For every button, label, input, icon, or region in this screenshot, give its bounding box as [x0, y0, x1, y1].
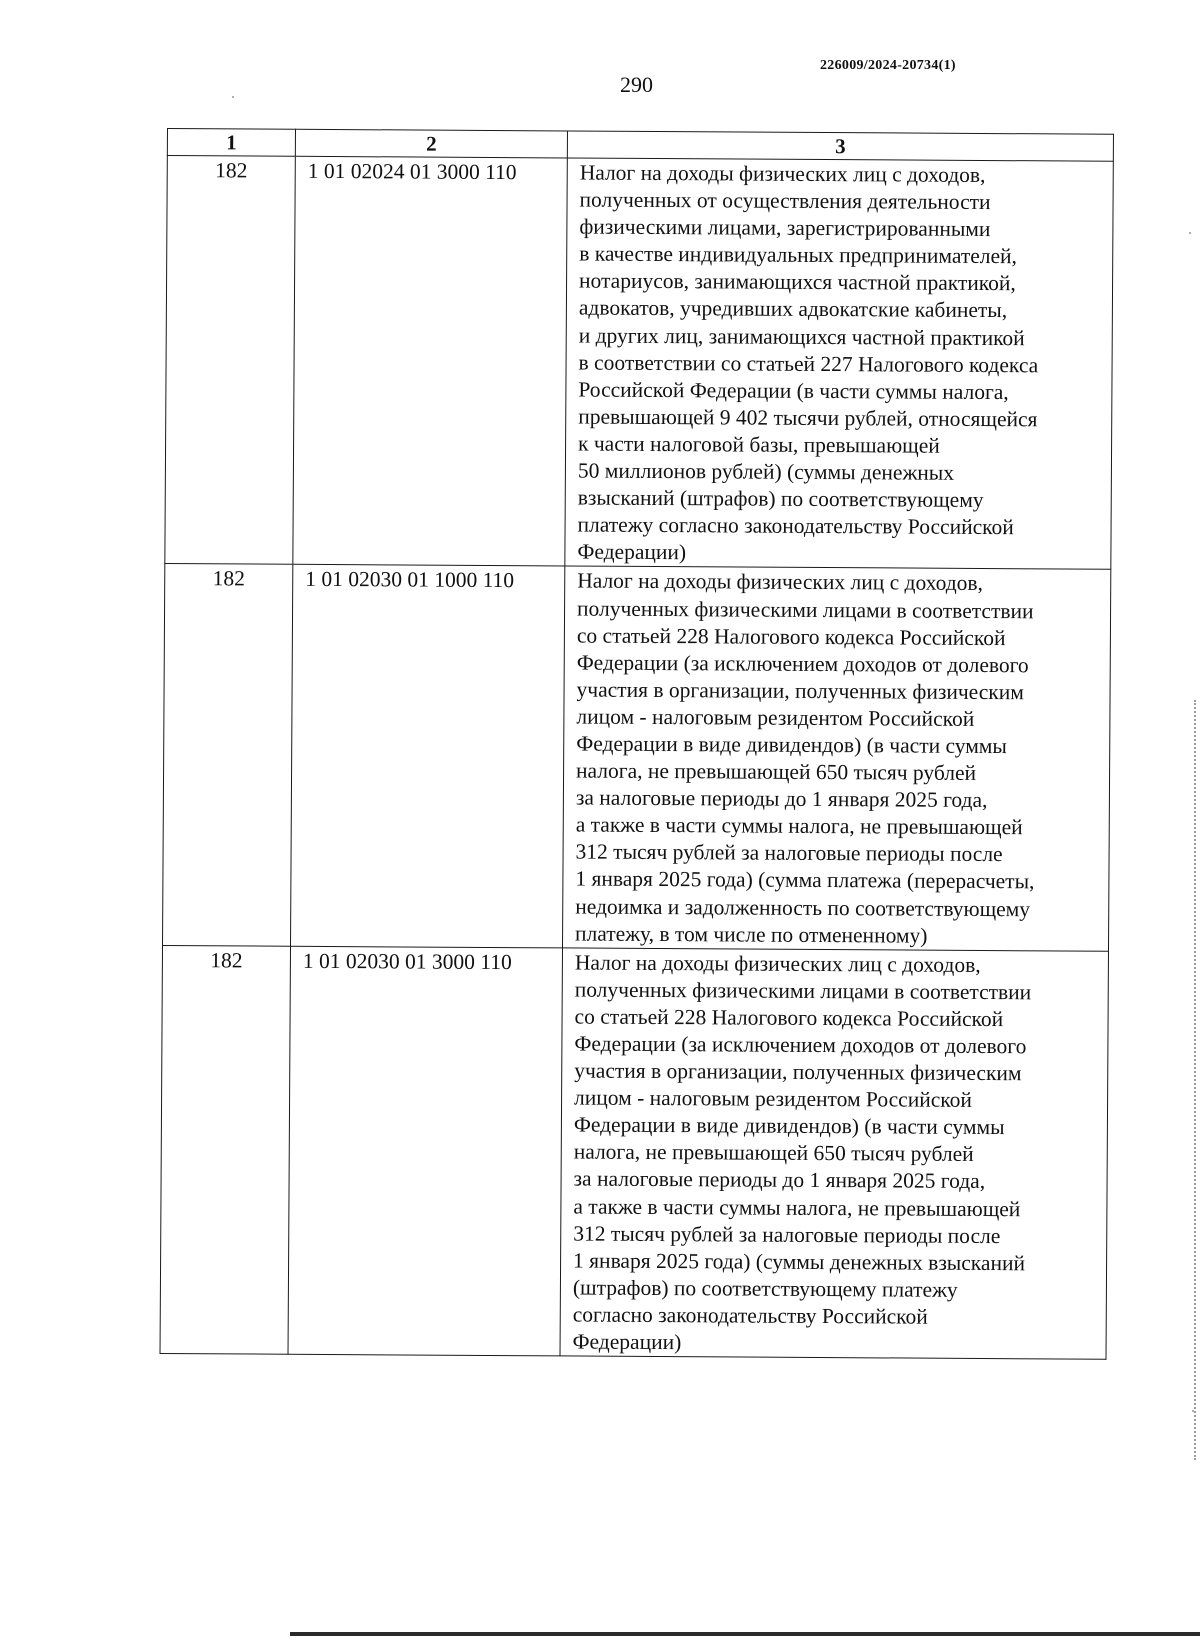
description-line: в соответствии со статьей 227 Налогового кодекса [578, 350, 1039, 377]
column-header-3: 3 [567, 131, 1113, 161]
table-row [163, 564, 1111, 951]
scan-speck [1192, 1410, 1194, 1412]
description-line: Налог на доходы физических лиц с доходов, [579, 160, 986, 188]
scan-speck [232, 96, 234, 98]
description-line: участия в организации, полученных физическим [576, 677, 1024, 705]
budget-classification-code-cell: 1 01 02030 01 1000 110 [291, 565, 565, 948]
description-line: Федерации (за исключением доходов от долевого [576, 650, 1029, 677]
table-row [165, 156, 1113, 570]
description-line: Федерации в виде дивидендов) (в части суммы [576, 731, 1007, 759]
description-line: платежу согласно законодательству Российской [577, 512, 1014, 540]
budget-codes-table-wrapper [160, 128, 1113, 1360]
description-line: в качестве индивидуальных предпринимателей, [579, 241, 1018, 269]
description-line: налога, не превышающей 650 тысяч рублей [576, 758, 977, 786]
scan-margin-artifact [1191, 700, 1196, 1460]
column-header-1: 1 [167, 129, 295, 157]
description-line: Федерации в виде дивидендов) (в части суммы [573, 1112, 1005, 1140]
column-header-2: 2 [295, 129, 567, 158]
description-line: взысканий (штрафов) по соответствующему [577, 485, 984, 513]
description-line: лицом - налоговым резидентом Российской [576, 704, 975, 731]
description-line: (штрафов) по соответствующему платежу [572, 1275, 958, 1302]
description-line: согласно законодательству Российской [572, 1302, 928, 1329]
description-line: участия в организации, полученных физическим [574, 1058, 1022, 1086]
page-number: 290 [620, 72, 653, 97]
description-line: полученных от осуществления деятельности [579, 187, 991, 215]
description-line: а также в части суммы налога, не превышающей [575, 812, 1023, 840]
description-line: полученных физическими лицами в соответствии [574, 977, 1032, 1005]
income-description-cell [565, 158, 1113, 570]
scan-bottom-edge [290, 1632, 1200, 1636]
description-line: Федерации) [572, 1329, 682, 1355]
description-line: 312 тысяч рублей за налоговые периоды после [575, 839, 1003, 867]
scan-speck [1189, 232, 1191, 234]
description-line: налога, не превышающей 650 тысяч рублей [573, 1139, 974, 1167]
description-line: 50 миллионов рублей) (суммы денежных [577, 458, 955, 485]
table-row [160, 945, 1108, 1359]
admin-code-cell: 182 [165, 156, 295, 565]
description-line: Налог на доходы физических лиц с доходов, [574, 950, 981, 977]
income-description-cell [563, 566, 1111, 951]
description-line: полученных физическими лицами в соответствии [577, 596, 1034, 623]
description-line: за налоговые периоды до 1 января 2025 года, [575, 785, 988, 813]
document-registration-number: 226009/2024-20734(1) [820, 58, 956, 73]
description-line: а также в части суммы налога, не превышающей [573, 1194, 1021, 1221]
description-line: за налоговые периоды до 1 января 2025 года, [573, 1166, 986, 1194]
description-line: к части налоговой базы, превышающей [578, 431, 940, 458]
description-line: 1 января 2025 года) (сумма платежа (перерасчеты, [575, 866, 1035, 894]
description-line: лицом - налоговым резидентом Российской [574, 1085, 973, 1113]
description-line: недоимка и задолженность по соответствующему [575, 894, 1031, 921]
description-line: Налог на доходы физических лиц с доходов, [577, 568, 984, 596]
income-description-cell [560, 948, 1108, 1360]
description-line: нотариусов, занимающихся частной практикой, [579, 268, 1016, 296]
description-line: превышающей 9 402 тысячи рублей, относящейся [578, 404, 1038, 432]
description-line: 312 тысяч рублей за налоговые периоды после [573, 1221, 1001, 1248]
description-line: со статьей 228 Налогового кодекса Российской [576, 623, 1006, 650]
admin-code-cell: 182 [160, 945, 290, 1354]
description-line: 1 января 2025 года) (суммы денежных взысканий [573, 1248, 1026, 1276]
description-line: Федерации (за исключением доходов от долевого [574, 1031, 1027, 1059]
table-body [160, 156, 1113, 1360]
budget-classification-code-cell: 1 01 02024 01 3000 110 [293, 156, 567, 566]
description-line: адвокатов, учредивших адвокатские кабинеты, [578, 295, 1008, 323]
description-line: Российской Федерации (в части суммы налога, [578, 377, 1009, 404]
description-line: платежу, в том числе по отмененному) [575, 921, 928, 948]
description-line: Федерации) [577, 539, 687, 565]
description-line: и других лиц, занимающихся частной практикой [578, 323, 1025, 350]
admin-code-cell: 182 [163, 564, 293, 946]
description-line: со статьей 228 Налогового кодекса Российской [574, 1004, 1004, 1032]
budget-codes-table [160, 128, 1114, 1360]
description-line: физическими лицами, зарегистрированными [579, 214, 991, 242]
budget-classification-code-cell: 1 01 02030 01 3000 110 [288, 946, 562, 1356]
